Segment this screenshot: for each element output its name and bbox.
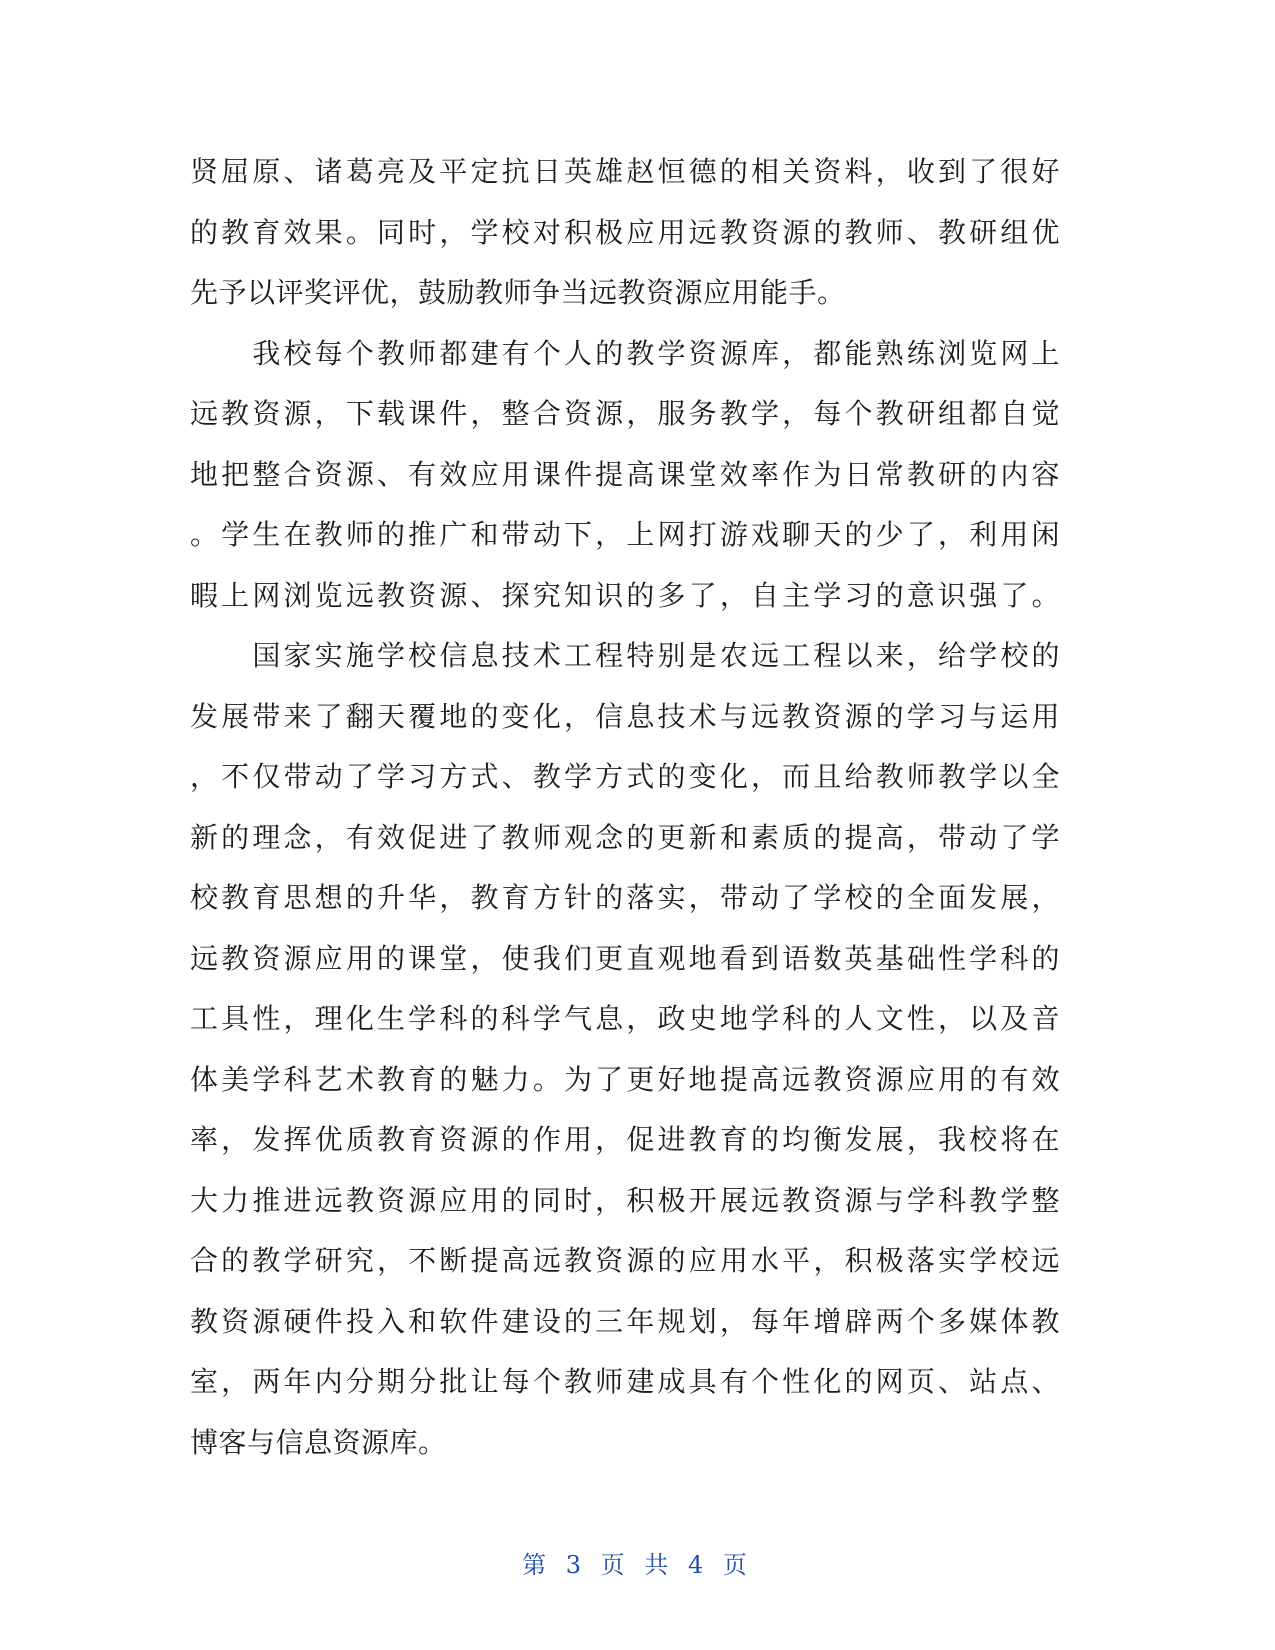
text-line: 地把整合资源、有效应用课件提高课堂效率作为日常教研的内容 — [190, 457, 1060, 491]
text-line: 远教资源应用的课堂，使我们更直观地看到语数英基础性学科的 — [190, 941, 1060, 975]
text-line: 大力推进远教资源应用的同时，积极开展远教资源与学科教学整 — [190, 1183, 1060, 1217]
page-number-footer: 第 3 页 共 4 页 — [522, 1551, 753, 1579]
text-line: 教资源硬件投入和软件建设的三年规划，每年增辟两个多媒体教 — [190, 1304, 1060, 1338]
text-line: 贤屈原、诸葛亮及平定抗日英雄赵恒德的相关资料，收到了很好 — [190, 155, 1060, 188]
text-line: 我校每个教师都建有个人的教学资源库，都能熟练浏览网上 — [190, 336, 1060, 370]
document-body — [190, 142, 1060, 1473]
text-line: 校教育思想的升华，教育方针的落实，带动了学校的全面发展， — [190, 881, 1060, 914]
text-line: 博客与信息资源库。 — [190, 1425, 447, 1459]
text-line: 新的理念，有效促进了教师观念的更新和素质的提高，带动了学 — [190, 820, 1060, 854]
text-line: ，不仅带动了学习方式、教学方式的变化，而且给教师教学以全 — [190, 760, 1060, 793]
text-line: 发展带来了翻天覆地的变化，信息技术与远教资源的学习与运用 — [190, 699, 1060, 733]
text-line: 先予以评奖评优，鼓励教师争当远教资源应用能手。 — [190, 276, 846, 309]
text-line: 工具性，理化生学科的科学气息，政史地学科的人文性，以及音 — [190, 1002, 1060, 1035]
text-line: 暇上网浏览远教资源、探究知识的多了，自主学习的意识强了。 — [190, 578, 1060, 612]
text-line: 体美学科艺术教育的魅力。为了更好地提高远教资源应用的有效 — [190, 1062, 1060, 1096]
text-line: 。学生在教师的推广和带动下，上网打游戏聊天的少了，利用闲 — [190, 518, 1060, 551]
text-line: 率，发挥优质教育资源的作用，促进教育的均衡发展，我校将在 — [190, 1123, 1060, 1156]
text-line: 合的教学研究，不断提高远教资源的应用水平，积极落实学校远 — [190, 1244, 1060, 1277]
text-line: 国家实施学校信息技术工程特别是农远工程以来，给学校的 — [190, 639, 1060, 672]
text-line: 室，两年内分期分批让每个教师建成具有个性化的网页、站点、 — [190, 1365, 1060, 1398]
text-line: 的教育效果。同时，学校对积极应用远教资源的教师、教研组优 — [190, 215, 1060, 249]
text-line: 远教资源，下载课件，整合资源，服务教学，每个教研组都自觉 — [190, 397, 1060, 430]
